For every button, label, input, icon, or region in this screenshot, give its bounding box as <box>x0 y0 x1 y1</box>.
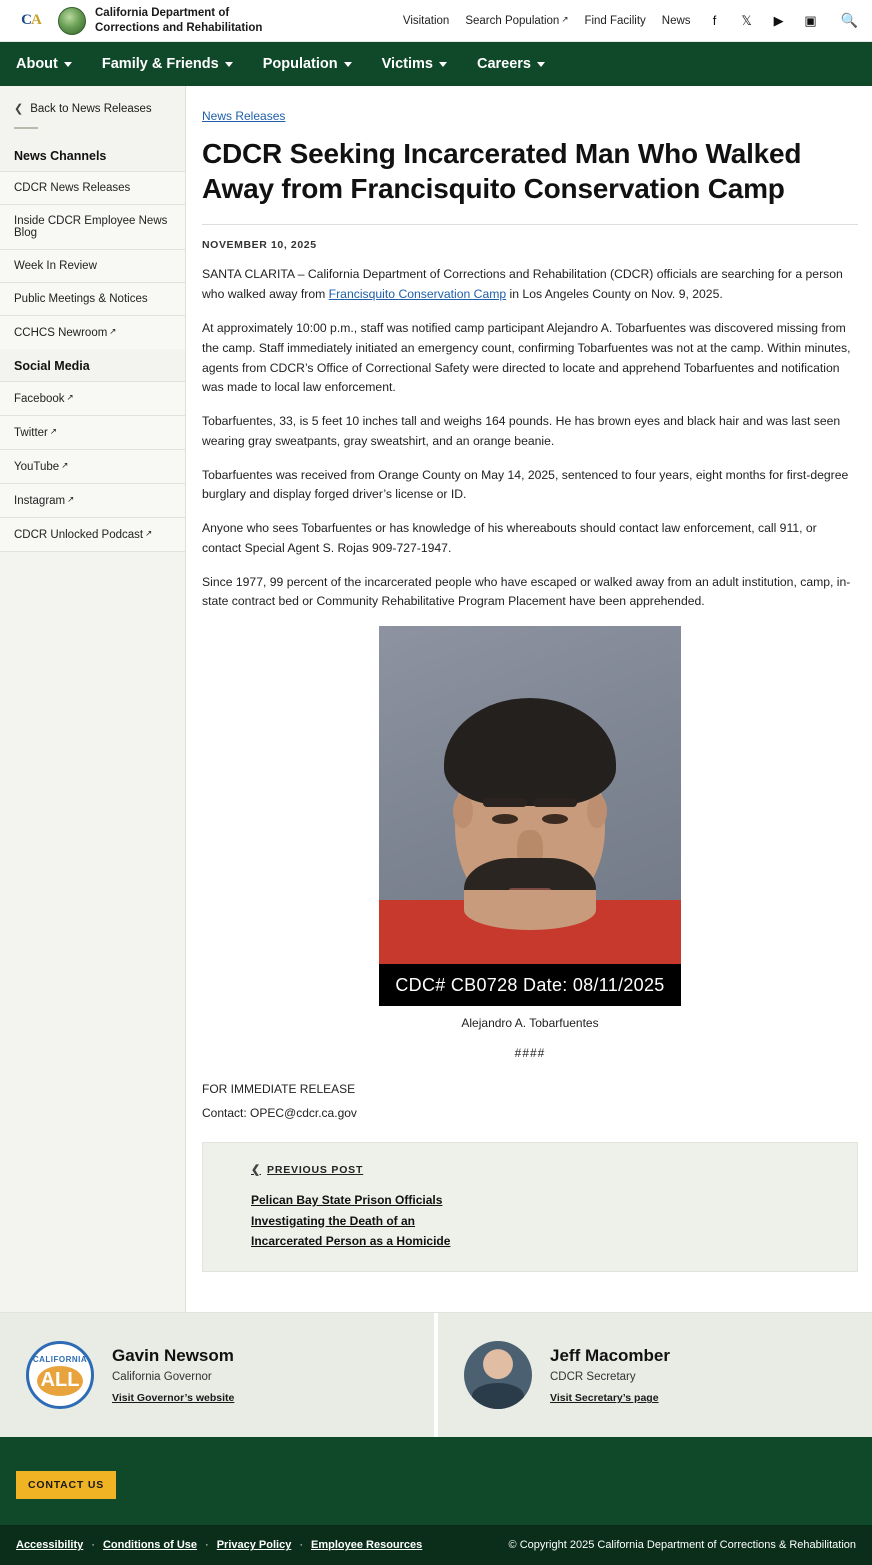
mugshot-image <box>379 626 681 1006</box>
sidebar-item-label: Twitter <box>14 427 48 439</box>
nav-item-family-friends[interactable] <box>102 56 233 72</box>
footer-link-employee-resources[interactable]: Employee Resources <box>311 1539 423 1552</box>
sidebar-item-inside-cdcr-blog[interactable] <box>0 204 185 249</box>
immediate-release-note: FOR IMMEDIATE RELEASE <box>202 1082 356 1097</box>
main-navigation <box>0 42 872 86</box>
mugshot-caption: Alejandro A. Tobarfuentes <box>461 1016 599 1031</box>
sidebar-item-twitter[interactable] <box>0 415 185 449</box>
cdcr-seal-icon <box>58 7 86 35</box>
department-name-line2: Corrections and Rehabilitation <box>95 21 263 34</box>
shirt-shape <box>379 900 681 964</box>
official-secretary-role: CDCR Secretary <box>550 1371 636 1384</box>
ear-right <box>587 794 607 828</box>
copyright-text: © Copyright 2025 California Department of Corrections & Rehabilitation <box>508 1539 856 1552</box>
sidebar-item-label: Week In Review <box>14 260 97 272</box>
contact-us-button[interactable]: CONTACT US <box>16 1471 116 1499</box>
official-secretary-info <box>550 1346 670 1404</box>
footer-link-conditions-of-use[interactable]: Conditions of Use <box>102 1539 198 1552</box>
sidebar <box>0 86 186 1312</box>
nav-item-about-label: About <box>16 56 58 72</box>
sidebar-item-youtube[interactable] <box>0 449 185 483</box>
facebook-icon[interactable]: f <box>712 13 717 28</box>
sidebar-heading-social-media: Social Media <box>14 359 90 373</box>
mugshot-container <box>202 626 858 1006</box>
official-governor-link[interactable]: Visit Governor’s website <box>112 1392 235 1405</box>
ca-all-main-text: ALL <box>37 1366 83 1396</box>
article-paragraph-3: Tobarfuentes, 33, is 5 feet 10 inches tall and weighs 164 pounds. He has brown eyes and black hair and was last seen wearing gray sweatpants, gray sweatshirt, and an orange beanie. <box>202 414 841 448</box>
footer-green-band <box>0 1437 872 1525</box>
chevron-down-icon <box>439 62 447 67</box>
external-link-icon: ↗ <box>145 528 153 538</box>
page-title: CDCR Seeking Incarcerated Man Who Walked Away from Francisquito Conservation Camp <box>202 138 802 204</box>
hair-shape <box>444 698 616 806</box>
nav-item-victims-label: Victims <box>381 56 433 72</box>
x-twitter-icon[interactable]: 𝕏 <box>741 12 752 28</box>
official-governor <box>0 1313 434 1437</box>
footer-link-privacy-policy[interactable]: Privacy Policy <box>216 1539 292 1552</box>
footer-separator: · <box>91 1539 95 1552</box>
chevron-left-icon: ❮ <box>251 1164 262 1177</box>
breadcrumb[interactable]: News Releases <box>202 109 286 123</box>
department-name <box>95 6 262 35</box>
search-icon[interactable]: 🔍 <box>840 12 858 28</box>
previous-post-label-text: PREVIOUS POST <box>267 1163 364 1176</box>
sidebar-item-week-in-review[interactable] <box>0 249 185 282</box>
footer-separator: · <box>205 1539 209 1552</box>
official-governor-role: California Governor <box>112 1371 212 1384</box>
sidebar-item-label: Instagram <box>14 495 66 507</box>
chevron-down-icon <box>64 62 72 67</box>
end-marker: #### <box>514 1046 546 1061</box>
chevron-down-icon <box>225 62 233 67</box>
title-divider <box>202 224 858 225</box>
ca-state-logo[interactable] <box>14 9 48 33</box>
footer-bottom-bar <box>0 1525 872 1565</box>
nav-item-family-friends-label: Family & Friends <box>101 56 219 72</box>
footer-separator: · <box>299 1539 303 1552</box>
sidebar-item-cdcr-unlocked-podcast[interactable] <box>0 517 185 552</box>
footer-links <box>16 1539 422 1551</box>
sidebar-item-label: CCHCS Newroom <box>14 327 108 339</box>
francisquito-camp-link[interactable]: Francisquito Conservation Camp <box>328 287 507 302</box>
nav-item-population-label: Population <box>262 56 338 72</box>
publish-date: NOVEMBER 10, 2025 <box>202 239 317 252</box>
sidebar-item-instagram[interactable] <box>0 483 185 517</box>
utility-link-search-population-label: Search Population <box>465 15 560 27</box>
official-secretary-link[interactable]: Visit Secretary’s page <box>550 1392 659 1405</box>
external-link-icon: ↗ <box>109 326 117 336</box>
ca-all-top-text: CALIFORNIA <box>32 1354 88 1364</box>
ca-logo-c: C <box>21 12 31 28</box>
nav-item-victims[interactable] <box>382 56 447 72</box>
previous-post-card[interactable] <box>202 1142 858 1272</box>
sidebar-item-cdcr-news-releases[interactable] <box>0 171 185 204</box>
external-link-icon: ↗ <box>49 426 57 436</box>
article-paragraph-6: Since 1977, 99 percent of the incarcerated people who have escaped or walked away from an adult institution, camp, in-state contract bed or Community Rehabilitative Program Placement have been apprehended. <box>202 574 851 609</box>
footer-link-accessibility[interactable]: Accessibility <box>16 1539 84 1552</box>
eyebrow-right <box>533 798 577 807</box>
external-link-icon: ↗ <box>67 494 75 504</box>
article-paragraph-2: At approximately 10:00 p.m., staff was notified camp participant Alejandro A. Tobarfuentes was discovered missing from the camp. Staff immediately initiated an emergency count, confirming Tobarfuentes was not at the camp. Within minutes, agents from CDCR’s Office of Correctional Safety were directed to locate and apprehend Tobarfuentes and notification was made to local law enforcement. <box>202 320 851 395</box>
utility-link-find-facility[interactable]: Find Facility <box>584 14 646 27</box>
external-link-icon: ↗ <box>66 392 74 402</box>
article-paragraph-1 <box>202 265 858 305</box>
secretary-portrait-avatar <box>464 1341 532 1409</box>
nav-item-population[interactable] <box>263 56 352 72</box>
official-governor-info <box>112 1346 234 1404</box>
sidebar-item-label: CDCR Unlocked Podcast <box>14 529 144 541</box>
utility-links <box>403 12 858 29</box>
sidebar-item-label: YouTube <box>14 461 60 473</box>
nav-item-about[interactable] <box>16 56 72 72</box>
officials-band <box>0 1312 872 1437</box>
chevron-down-icon <box>537 62 545 67</box>
instagram-icon[interactable]: ▣ <box>804 12 817 28</box>
official-governor-name: Gavin Newsom <box>112 1346 234 1366</box>
page-body <box>0 86 872 1312</box>
article-paragraph-1-pre: SANTA CLARITA – California Department of Corrections and Rehabilitation (CDCR) officials are searching for a person who walked away from <box>202 267 843 302</box>
eyebrow-left <box>483 798 527 807</box>
mugshot-id-plate: CDC# CB0728 Date: 08/11/2025 <box>379 964 681 1006</box>
nav-item-careers[interactable] <box>477 56 545 72</box>
sidebar-item-facebook[interactable] <box>0 381 185 415</box>
previous-post-label[interactable] <box>251 1163 809 1176</box>
utility-link-search-population[interactable] <box>465 14 568 27</box>
utility-bar <box>0 0 872 42</box>
external-link-icon: ↗ <box>561 14 569 24</box>
chevron-down-icon <box>344 62 352 67</box>
official-secretary-name: Jeff Macomber <box>550 1346 670 1366</box>
department-name-line1: California Department of <box>95 7 230 20</box>
sidebar-heading-news-channels: News Channels <box>14 149 107 163</box>
back-link-label: Back to News Releases <box>30 102 152 115</box>
previous-post-title[interactable]: Pelican Bay State Prison Officials Investigating the Death of an Incarcerated Person as a Homicide <box>251 1193 451 1248</box>
utility-link-visitation[interactable]: Visitation <box>402 14 450 27</box>
nav-item-careers-label: Careers <box>476 56 531 72</box>
back-to-news-releases-link[interactable] <box>0 86 185 123</box>
sidebar-item-label: Facebook <box>14 393 65 405</box>
ca-logo-a: A <box>31 12 41 28</box>
youtube-icon[interactable]: ▶ <box>773 12 784 28</box>
press-contact: Contact: OPEC@cdcr.ca.gov <box>202 1106 357 1121</box>
sidebar-item-label: Inside CDCR Employee News Blog <box>14 215 168 239</box>
chevron-left-icon: ❮ <box>14 103 24 115</box>
article-paragraph-4: Tobarfuentes was received from Orange County on May 14, 2025, sentenced to four years, eight months for first-degree burglary and display forged driver’s license or ID. <box>202 467 849 502</box>
sidebar-item-cchcs-newroom[interactable] <box>0 315 185 349</box>
california-all-logo-icon <box>26 1341 94 1409</box>
utility-link-news[interactable]: News <box>661 14 691 27</box>
article <box>186 86 872 1312</box>
article-paragraph-1-post: in Los Angeles County on Nov. 9, 2025. <box>506 287 723 302</box>
sidebar-item-label: CDCR News Releases <box>14 182 131 194</box>
official-secretary <box>438 1313 872 1437</box>
sidebar-divider <box>14 127 38 129</box>
external-link-icon: ↗ <box>61 460 69 470</box>
sidebar-item-label: Public Meetings & Notices <box>14 293 148 305</box>
article-paragraph-5: Anyone who sees Tobarfuentes or has knowledge of his whereabouts should contact law enforcement, call 911, or contact Special Agent S. Rojas 909-727-1947. <box>202 521 817 555</box>
sidebar-item-public-meetings-notices[interactable] <box>0 282 185 315</box>
